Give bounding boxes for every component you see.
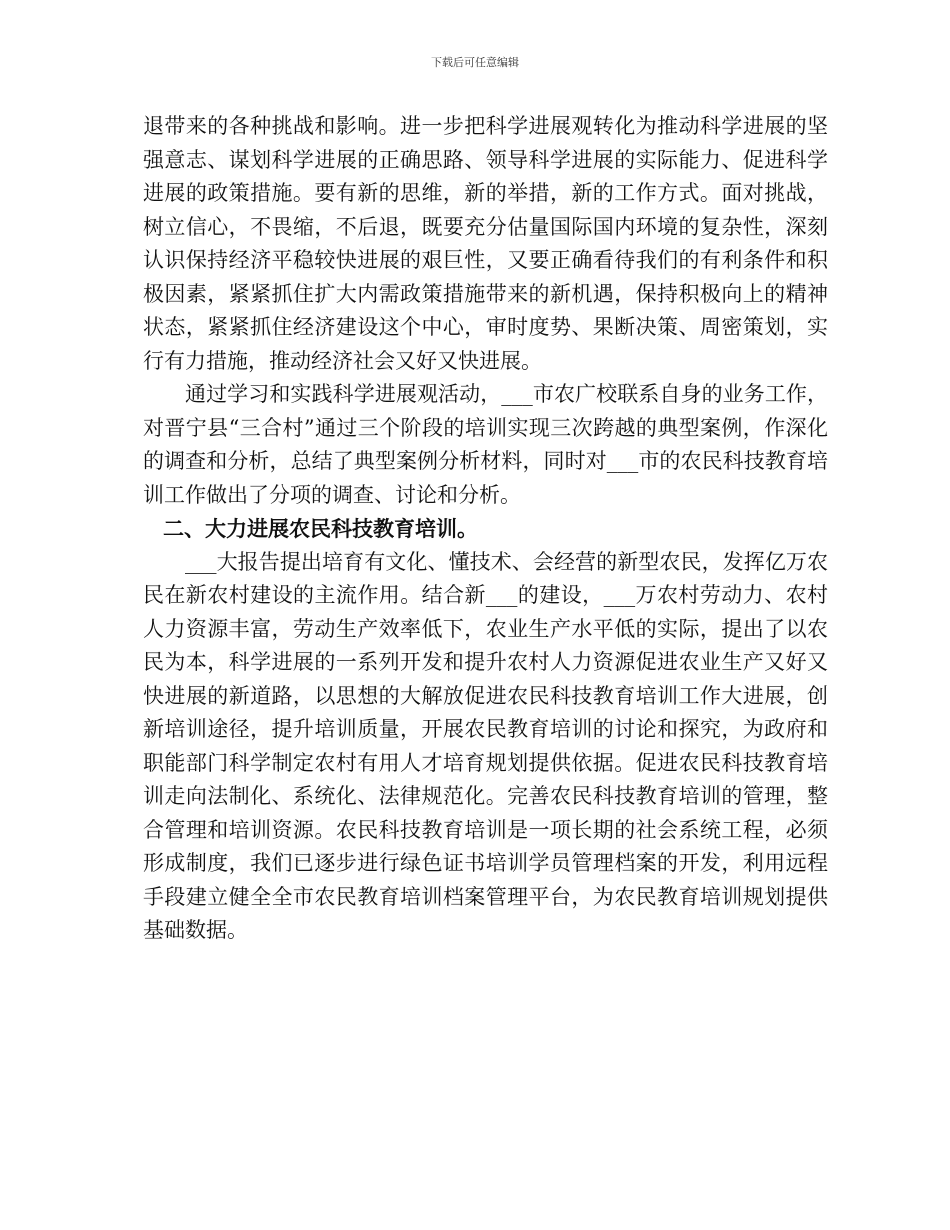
document-body [143,110,828,948]
section-heading: 二、大力进展农民科技教育培训。 [163,516,478,541]
page-header: 下载后可任意编辑 [431,56,519,69]
paragraph-study-practice: 通过学习和实践科学进展观活动，___市农广校联系自身的业务工作，对晋宁县“三合村”通过三个阶段的培训实现三次跨越的典型案例，作深化的调查和分析，总结了典型案例分析材料，同时对___市的农民科技教育培训工作做出了分项的调查、讨论和分析。 [143,382,828,507]
paragraph-continuation: 退带来的各种挑战和影响。进一步把科学进展观转化为推动科学进展的坚强意志、谋划科学进展的正确思路、领导科学进展的实际能力、促进科学进展的政策措施。要有新的思维，新的举措，新的工作方式。面对挑战，树立信心，不畏缩，不后退，既要充分估量国际国内环境的复杂性，深刻认识保持经济平稳较快进展的艰巨性，又要正确看待我们的有利条件和积极因素，紧紧抓住扩大内需政策措施带来的新机遇，保持积极向上的精神状态，紧紧抓住经济建设这个中心，审时度势、果断决策、周密策划，实行有力措施，推动经济社会又好又快进展。 [143,114,828,373]
paragraph-farmer-training: ___大报告提出培育有文化、懂技术、会经营的新型农民，发挥亿万农民在新农村建设的主流作用。结合新___的建设，___万农村劳动力、农村人力资源丰富，劳动生产效率低下，农业生产水平低的实际，提出了以农民为本，科学进展的一系列开发和提升农村人力资源促进农业生产又好又快进展的新道路，以思想的大解放促进农民科技教育培训工作大进展，创新培训途径，提升培训质量，开展农民教育培训的讨论和探究，为政府和职能部门科学制定农村有用人才培育规划提供依据。促进农民科技教育培训走向法制化、系统化、法律规范化。完善农民科技教育培训的管理，整合管理和培训资源。农民科技教育培训是一项长期的社会系统工程，必须形成制度，我们已逐步进行绿色证书培训学员管理档案的开发，利用远程手段建立健全全市农民教育培训档案管理平台，为农民教育培训规划提供基础数据。 [143,549,828,942]
